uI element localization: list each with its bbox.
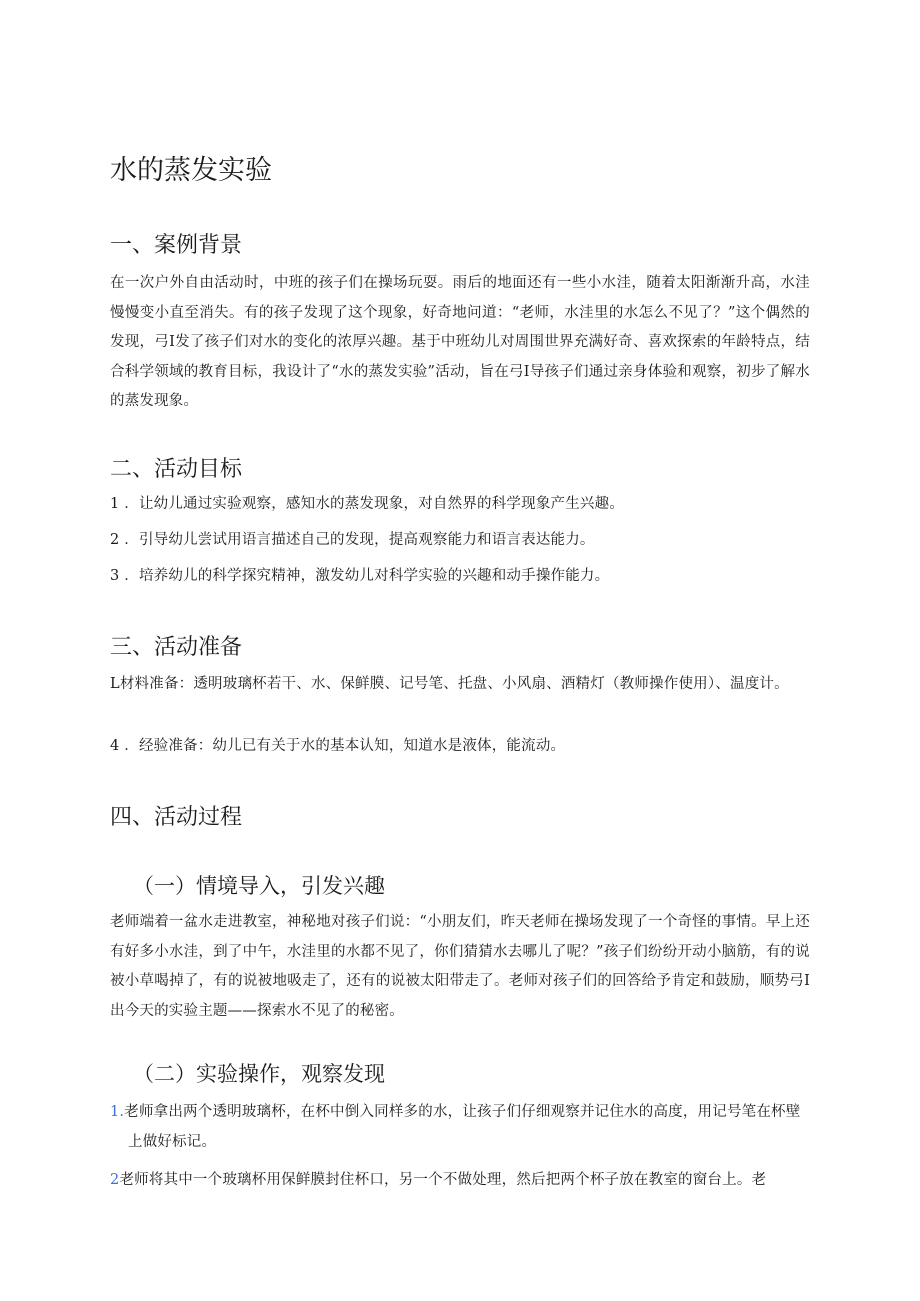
preparation-item-text: 材料准备：透明玻璃杯若干、水、保鲜膜、记号笔、托盘、小风扇、酒精灯（教师操作使用）、温度计。 xyxy=(119,676,789,692)
preparation-item-number: L xyxy=(110,676,120,692)
experiment-step-text: 老师拿出两个透明玻璃杯，在杯中倒入同样多的水，让孩子们仔细观察并记住水的高度，用记号笔在杯壁上做好标记。 xyxy=(124,1104,801,1150)
experiment-step-number: 2 xyxy=(110,1172,120,1188)
preparation-item-number: 4 ． xyxy=(110,738,139,754)
goal-item-text: 引导幼儿尝试用语言描述自己的发现，提高观察能力和语言表达能力。 xyxy=(138,532,595,548)
background-paragraph: 在一次户外自由活动时，中班的孩子们在操场玩耍。雨后的地面还有一些小水洼，随着太阳渐渐升高，水洼慢慢变小直至消失。有的孩子发现了这个现象，好奇地问道：“老师，水洼里的水怎么不见了？”这个偶然的发现，弓I发了孩子们对水的变化的浓厚兴趣。基于中班幼儿对周围世界充满好奇、喜欢探索的年龄特点，结合科学领域的教育目标，我设计了“水的蒸发实验”活动，旨在弓I导孩子们通过亲身体验和观察，初步了解水的蒸发现象。 xyxy=(110,275,810,409)
intro-paragraph: 老师端着一盆水走进教室，神秘地对孩子们说：“小朋友们，昨天老师在操场发现了一个奇怪的事情。早上还有好多小水洼，到了中午，水洼里的水都不见了，你们猜猜水去哪儿了呢？”孩子们纷纷开动小脑筋，有的说被小草喝掉了，有的说被地吸走了，还有的说被太阳带走了。老师对孩子们的回答给予肯定和鼓励，顺势弓I出今天的实验主题——探索水不见了的秘密。 xyxy=(110,914,810,1019)
preparation-item xyxy=(110,670,810,700)
experiment-step-text: 老师将其中一个玻璃杯用保鲜膜封住杯口，另一个不做处理，然后把两个杯子放在教室的窗台上。老 xyxy=(119,1172,767,1188)
goal-item-number: 1 ． xyxy=(110,496,139,512)
subsection-heading-experiment: （二）实验操作，观察发现 xyxy=(133,1062,385,1086)
preparation-item-text: 经验准备：幼儿已有关于水的基本认知，知道水是液体，能流动。 xyxy=(138,738,566,754)
goal-item-text: 培养幼儿的科学探究精神，激发幼儿对科学实验的兴趣和动手操作能力。 xyxy=(138,568,610,584)
experiment-step-number: 1. xyxy=(110,1104,125,1120)
experiment-step xyxy=(110,1166,810,1196)
section-heading-process: 四、活动过程 xyxy=(110,805,243,830)
goal-item xyxy=(110,490,810,520)
section-heading-goals: 二、活动目标 xyxy=(110,457,243,482)
goal-item-text: 让幼儿通过实验观察，感知水的蒸发现象，对自然界的科学现象产生兴趣。 xyxy=(138,496,625,512)
subsection-heading-intro: （一）情境导入，引发兴趣 xyxy=(133,874,385,898)
goal-item-number: 3 ． xyxy=(110,568,139,584)
goal-item xyxy=(110,526,810,556)
document-title: 水的蒸发实验 xyxy=(110,155,272,186)
preparation-item xyxy=(110,732,810,762)
goal-item xyxy=(110,562,810,592)
goal-item-number: 2 ． xyxy=(110,532,139,548)
section-heading-background: 一、案例背景 xyxy=(110,233,243,258)
experiment-step xyxy=(110,1098,810,1157)
section-heading-preparation: 三、活动准备 xyxy=(110,635,243,660)
